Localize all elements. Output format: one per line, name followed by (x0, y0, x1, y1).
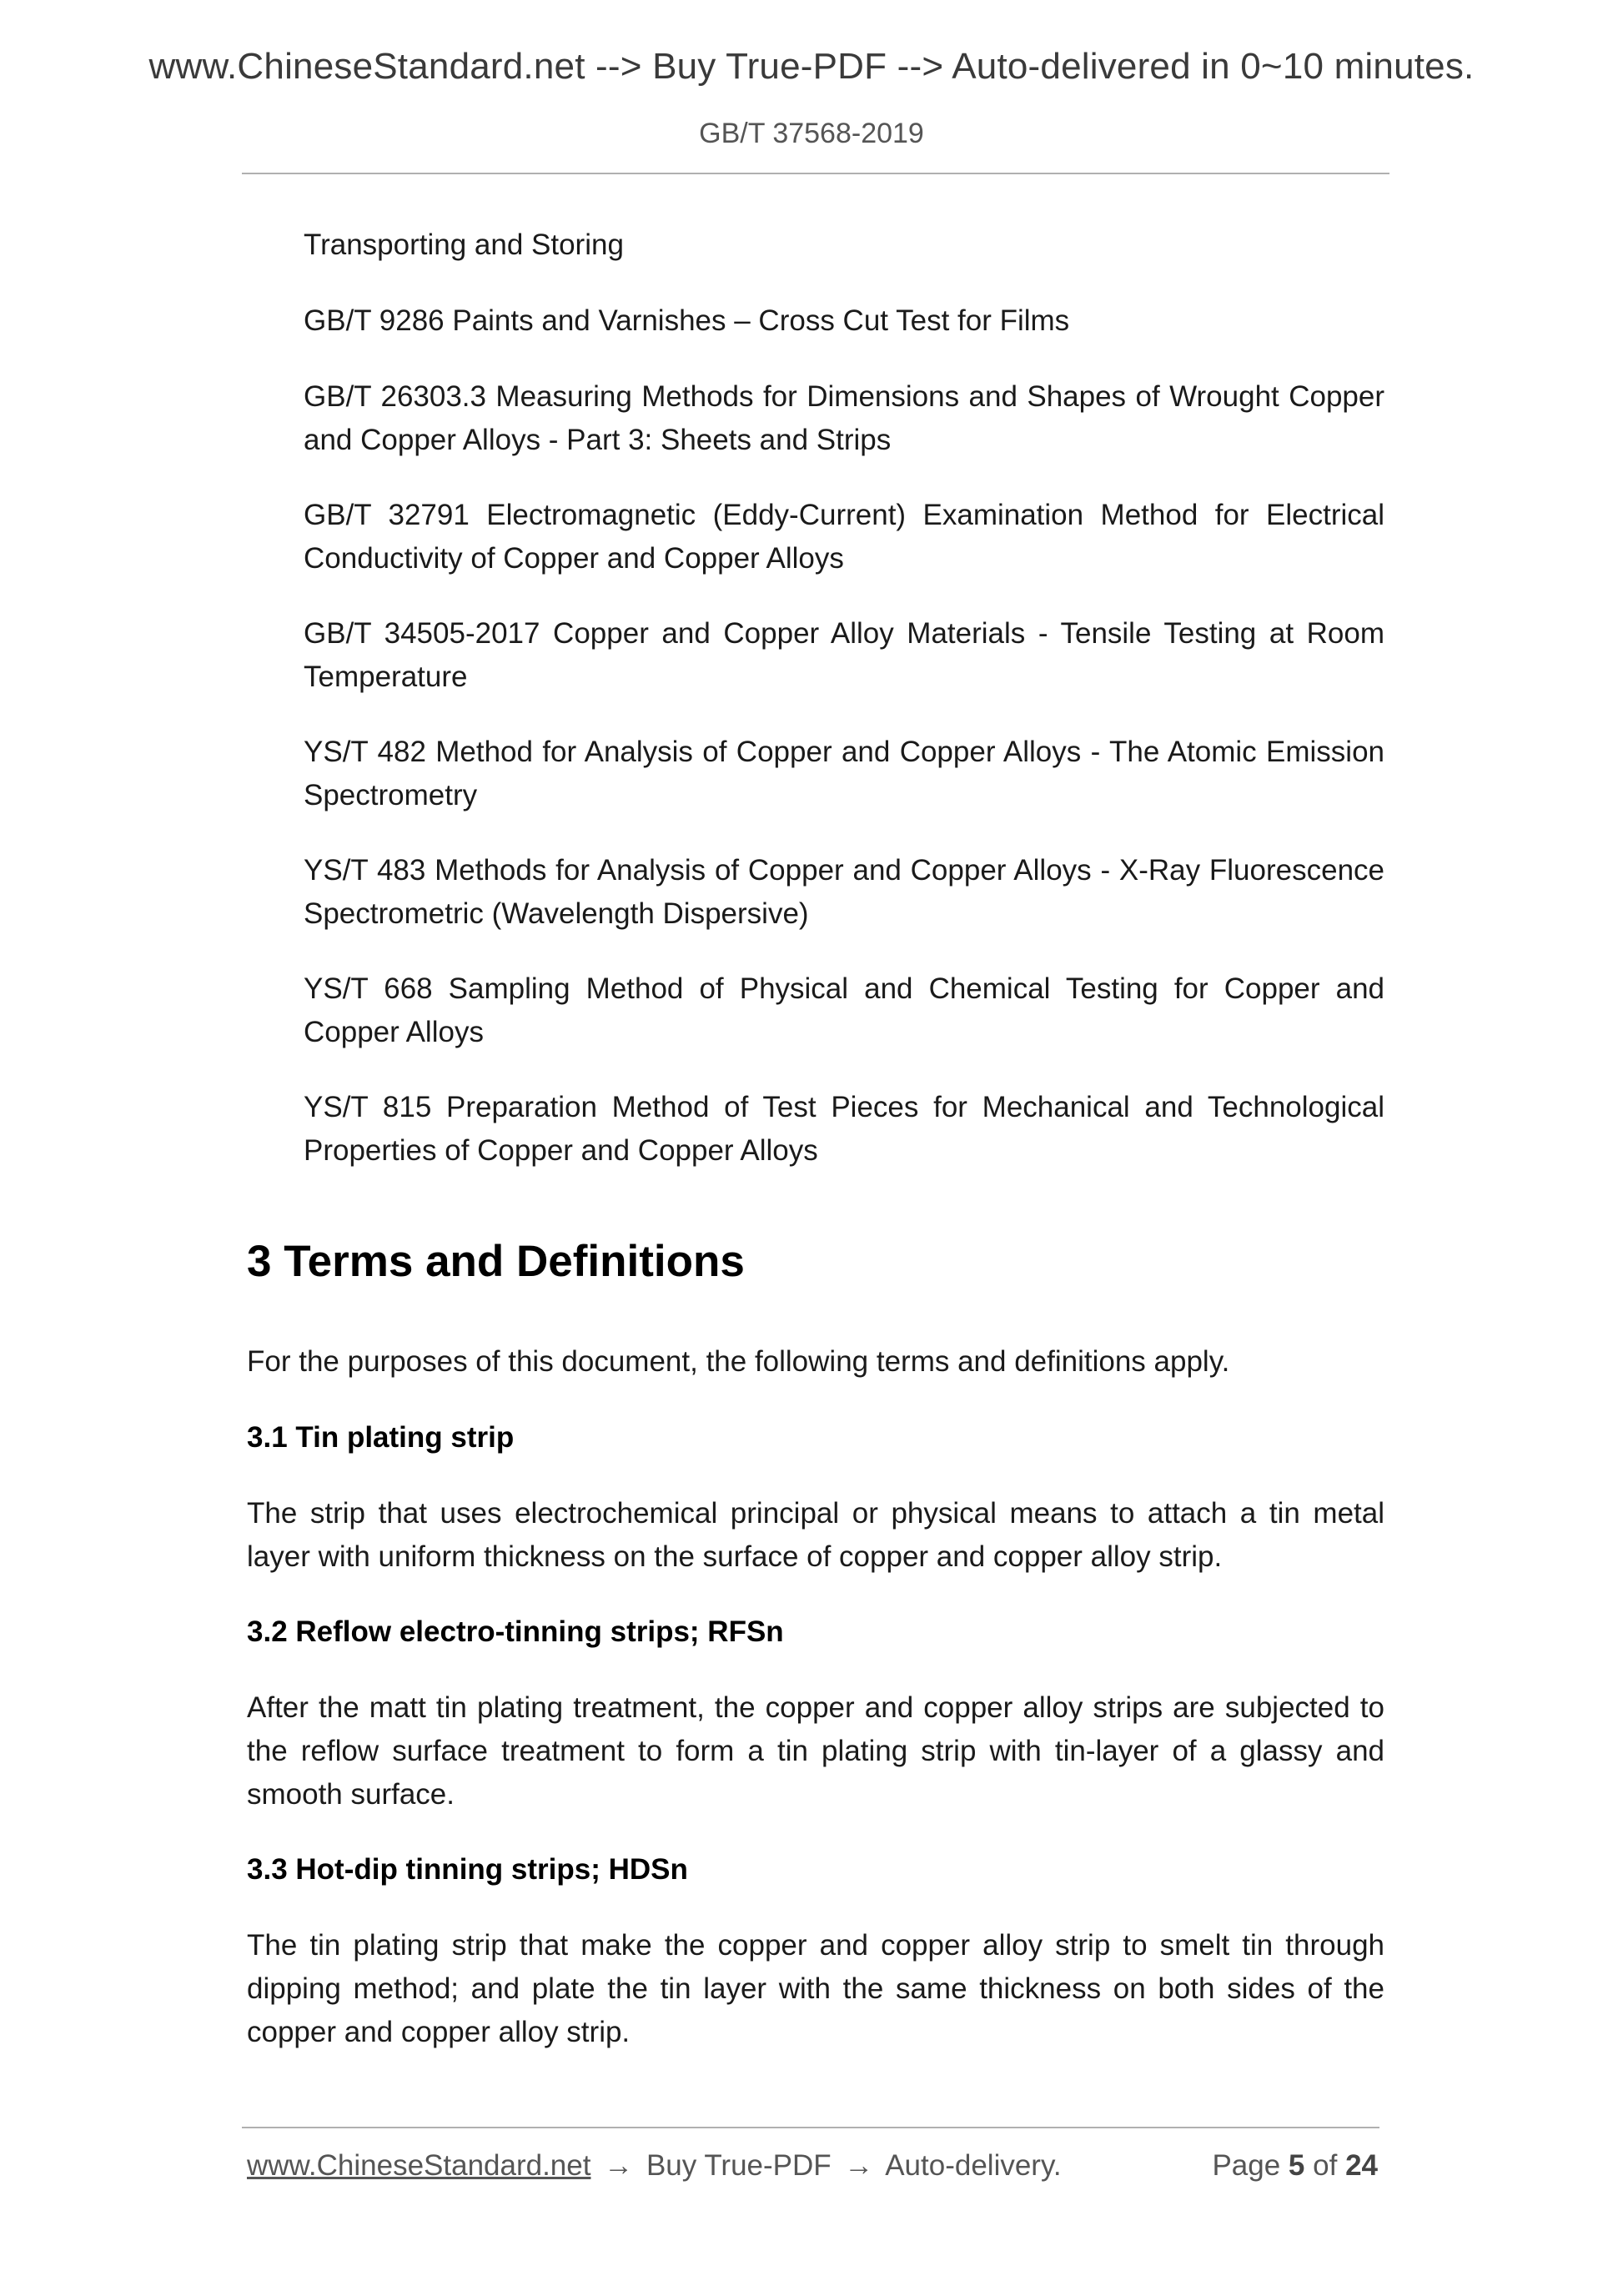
of-label: of (1313, 2149, 1338, 2182)
arrow-right-icon: → (844, 2149, 874, 2182)
footer-divider (242, 2127, 1379, 2128)
reference-item: YS/T 483 Methods for Analysis of Copper and Copper Alloys - X-Ray Fluorescence Spectrometric (Wavelength Dispersive) (304, 854, 1384, 930)
reference-item: Transporting and Storing (304, 229, 624, 261)
term-title: 3.1 Tin plating strip (247, 1421, 515, 1454)
page-footer (247, 2145, 1378, 2187)
page-indicator (1212, 2145, 1378, 2187)
reference-item: YS/T 815 Preparation Method of Test Pieces for Mechanical and Technological Properties of Copper and Copper Alloys (304, 1091, 1384, 1167)
footer-promo (247, 2145, 1062, 2187)
reference-item: YS/T 668 Sampling Method of Physical and Chemical Testing for Copper and Copper Alloys (304, 972, 1384, 1048)
arrow-right-icon: → (604, 2149, 634, 2182)
reference-item: GB/T 9286 Paints and Varnishes – Cross Cut Test for Films (304, 304, 1070, 337)
section-heading: 3 Terms and Definitions (247, 1237, 745, 1286)
site-link[interactable]: www.ChineseStandard.net (247, 2149, 591, 2182)
document-code: GB/T 37568-2019 (699, 118, 924, 149)
reference-item: GB/T 26303.3 Measuring Methods for Dimensions and Shapes of Wrought Copper and Copper Alloys - Part 3: Sheets and Strips (304, 380, 1384, 456)
term-title: 3.2 Reflow electro-tinning strips; RFSn (247, 1615, 784, 1648)
page-total: 24 (1345, 2149, 1378, 2182)
site-banner: www.ChineseStandard.net --> Buy True-PDF --> Auto-delivered in 0~10 minutes. (148, 46, 1475, 87)
header-divider (242, 173, 1389, 174)
page-label: Page (1212, 2149, 1281, 2182)
term-title: 3.3 Hot-dip tinning strips; HDSn (247, 1853, 688, 1886)
delivery-text: Auto-delivery. (885, 2149, 1062, 2182)
buy-text: Buy True-PDF (646, 2149, 832, 2182)
term-definition: The strip that uses electrochemical principal or physical means to attach a tin metal layer with uniform thickness on the surface of copper and copper alloy strip. (247, 1497, 1384, 1573)
term-definition: After the matt tin plating treatment, the copper and copper alloy strips are subjected to the reflow surface treatment to form a tin plating strip with tin-layer of a glassy and smooth surface. (247, 1691, 1384, 1811)
page-current: 5 (1288, 2149, 1305, 2182)
section-intro: For the purposes of this document, the following terms and definitions apply. (247, 1345, 1230, 1378)
reference-item: GB/T 32791 Electromagnetic (Eddy-Current) Examination Method for Electrical Conductivity of Copper and Copper Alloys (304, 499, 1384, 575)
term-definition: The tin plating strip that make the copper and copper alloy strip to smelt tin through dipping method; and plate the tin layer with the same thickness on both sides of the copper and copper alloy strip. (247, 1929, 1384, 2048)
reference-item: GB/T 34505-2017 Copper and Copper Alloy Materials - Tensile Testing at Room Temperature (304, 617, 1384, 693)
reference-item: YS/T 482 Method for Analysis of Copper and Copper Alloys - The Atomic Emission Spectrometry (304, 736, 1384, 811)
